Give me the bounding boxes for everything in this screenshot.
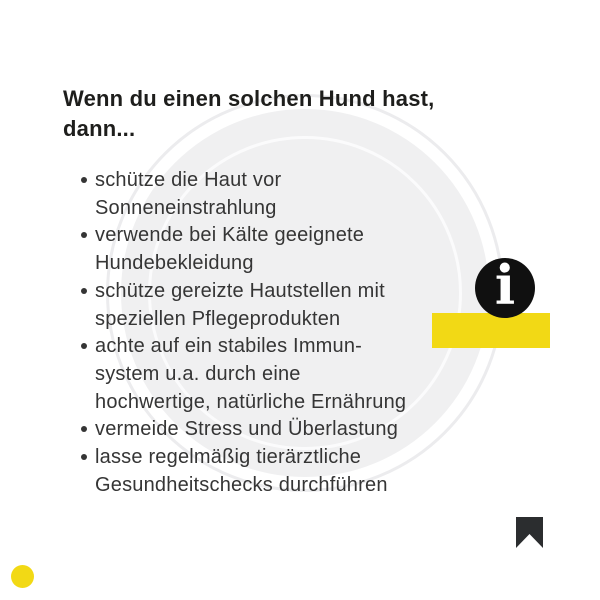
- list-item-line: Gesundheitschecks durchführen: [95, 473, 388, 496]
- bullet-icon: [81, 426, 87, 432]
- bullet-icon: [81, 232, 87, 238]
- list-item-line: schütze gereizte Hautstellen mit: [95, 279, 385, 302]
- list-item-line: speziellen Pflegeprodukten: [95, 307, 341, 330]
- bullet-icon: [81, 343, 87, 349]
- list-item-line: hochwertige, natürliche Ernährung: [95, 390, 407, 413]
- care-tips-list: [63, 167, 406, 499]
- list-item: [63, 222, 406, 277]
- list-item: [63, 167, 406, 222]
- title-line-2: dann...: [63, 116, 136, 141]
- info-badge: [475, 253, 535, 318]
- list-item-line: vermeide Stress und Überlastung: [95, 418, 399, 441]
- list-item: [63, 444, 406, 499]
- page-title: [63, 84, 434, 144]
- list-item: [63, 333, 406, 416]
- list-item-line: Sonneneinstrahlung: [95, 196, 277, 219]
- list-item: [63, 278, 406, 333]
- list-item-line: schütze die Haut vor: [95, 169, 282, 191]
- list-item-line: Hundebekleidung: [95, 252, 254, 275]
- bullet-icon: [81, 454, 87, 460]
- bookmark-icon: [516, 517, 543, 548]
- list-item-line: achte auf ein stabiles Immun-: [95, 335, 363, 358]
- accent-bar: [432, 313, 550, 348]
- list-item-line: lasse regelmäßig tierärztliche: [95, 446, 362, 469]
- list-item-line: system u.a. durch eine: [95, 362, 301, 385]
- title-line-1: Wenn du einen solchen Hund hast,: [63, 86, 435, 111]
- list-item: [63, 416, 406, 444]
- info-icon: i: [494, 253, 516, 317]
- list-item-line: verwende bei Kälte geeignete: [95, 224, 365, 247]
- bullet-icon: [81, 288, 87, 294]
- accent-dot: [11, 565, 34, 588]
- bullet-icon: [81, 177, 87, 183]
